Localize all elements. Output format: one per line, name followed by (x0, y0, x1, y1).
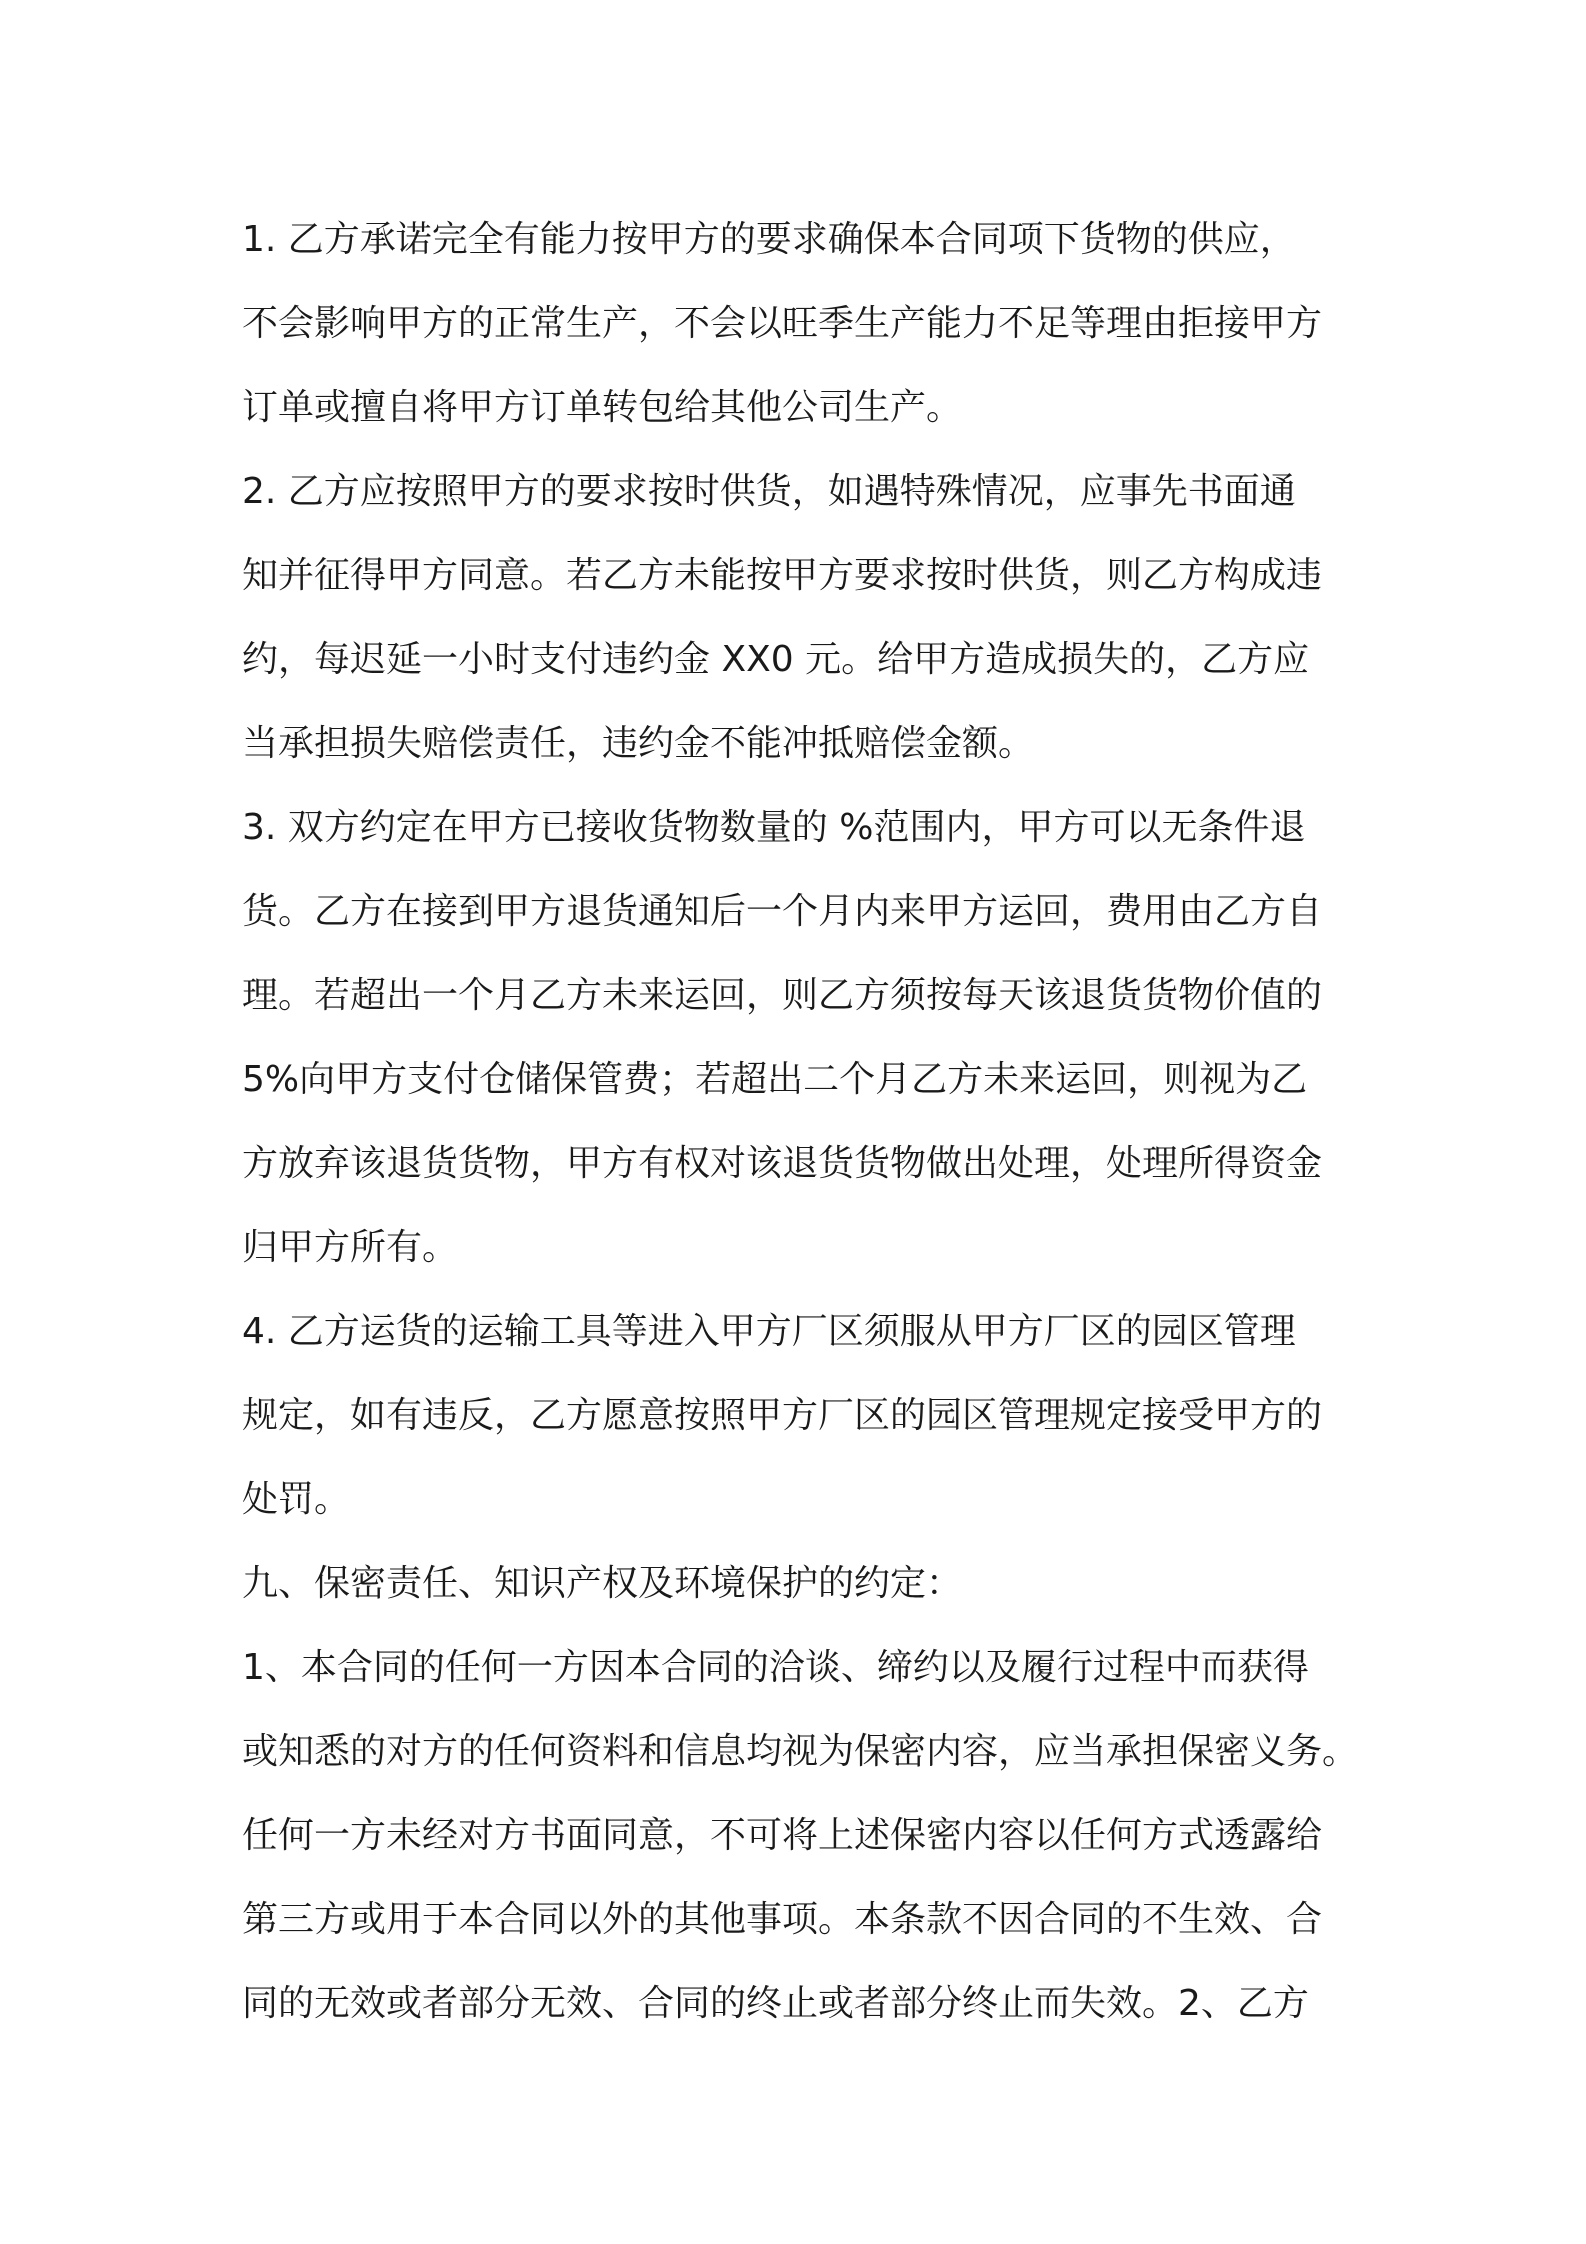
text-line: 规定，如有违反，乙方愿意按照甲方厂区的园区管理规定接受甲方的 (242, 1395, 1323, 1436)
text-line: 处罚。 (242, 1479, 351, 1520)
contract-text (242, 198, 1372, 2046)
text-line: 1、本合同的任何一方因本合同的洽谈、缔约以及履行过程中而获得 (242, 1647, 1309, 1688)
section-heading: 九、保密责任、知识产权及环境保护的约定： (242, 1563, 963, 1604)
text-line: 货。乙方在接到甲方退货通知后一个月内来甲方运回，费用由乙方自 (242, 891, 1323, 932)
text-line: 3. 双方约定在甲方已接收货物数量的 %范围内，甲方可以无条件退 (242, 807, 1306, 848)
text-line: 第三方或用于本合同以外的其他事项。本条款不因合同的不生效、合 (242, 1899, 1323, 1940)
text-line: 不会影响甲方的正常生产，不会以旺季生产能力不足等理由拒接甲方 (242, 303, 1323, 344)
text-line: 4. 乙方运货的运输工具等进入甲方厂区须服从甲方厂区的园区管理 (242, 1311, 1296, 1352)
text-line: 5%向甲方支付仓储保管费；若超出二个月乙方未来运回，则视为乙 (242, 1059, 1308, 1100)
text-line: 同的无效或者部分无效、合同的终止或者部分终止而失效。2、乙方 (242, 1983, 1309, 2024)
text-line: 理。若超出一个月乙方未来运回，则乙方须按每天该退货货物价值的 (242, 975, 1323, 1016)
text-line: 订单或擅自将甲方订单转包给其他公司生产。 (242, 387, 963, 428)
text-line: 方放弃该退货货物，甲方有权对该退货货物做出处理，处理所得资金 (242, 1143, 1323, 1184)
text-line: 约，每迟延一小时支付违约金 XX0 元。给甲方造成损失的，乙方应 (242, 639, 1310, 680)
text-line: 2. 乙方应按照甲方的要求按时供货，如遇特殊情况，应事先书面通 (242, 471, 1296, 512)
text-line: 1. 乙方承诺完全有能力按甲方的要求确保本合同项下货物的供应， (242, 219, 1296, 260)
text-line: 当承担损失赔偿责任，违约金不能冲抵赔偿金额。 (242, 723, 1035, 764)
text-line: 知并征得甲方同意。若乙方未能按甲方要求按时供货，则乙方构成违 (242, 555, 1323, 596)
text-line: 任何一方未经对方书面同意，不可将上述保密内容以任何方式透露给 (242, 1815, 1323, 1856)
text-line: 归甲方所有。 (242, 1227, 459, 1268)
text-line: 或知悉的对方的任何资料和信息均视为保密内容，应当承担保密义务。 (242, 1731, 1359, 1772)
